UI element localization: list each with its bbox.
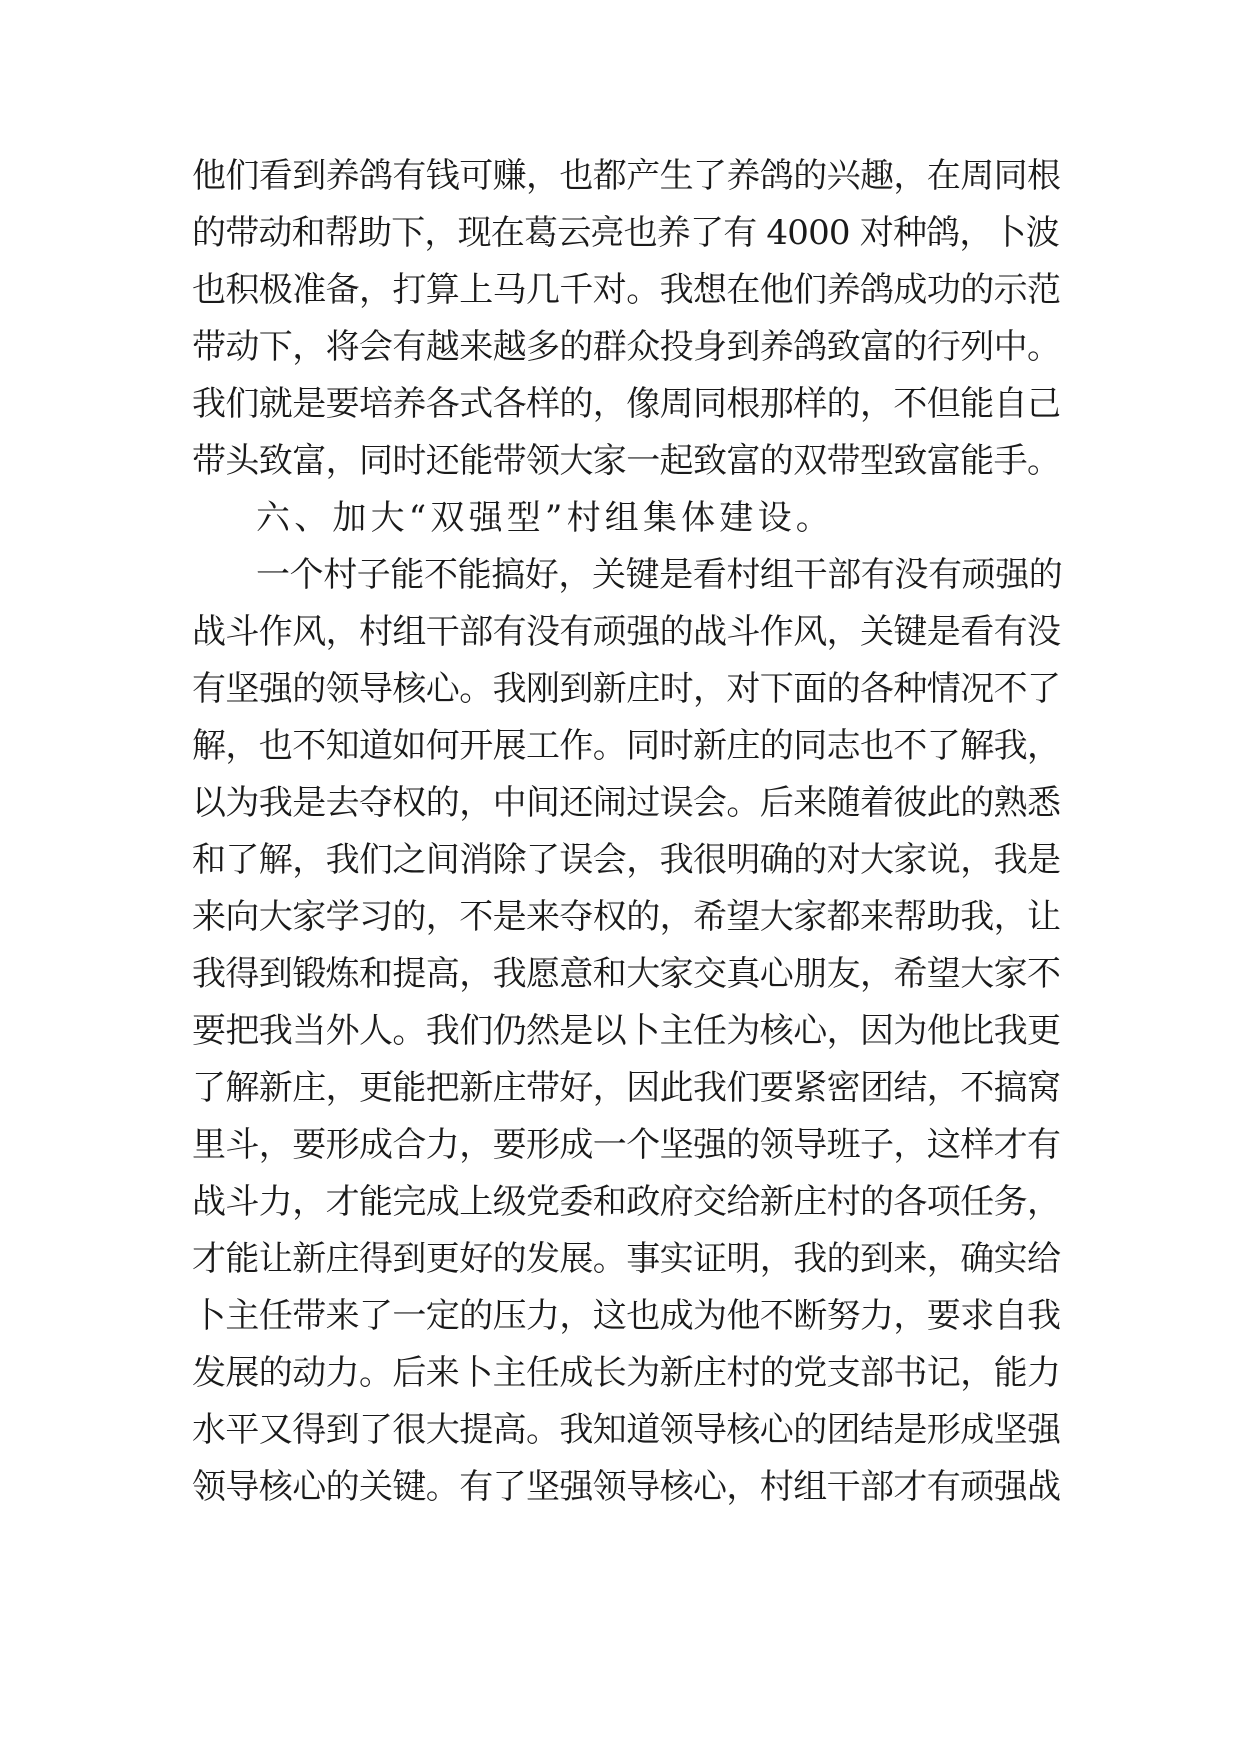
text-line: 战斗力，才能完成上级党委和政府交给新庄村的各项任务，	[192, 1182, 1061, 1222]
text-line: 带头致富，同时还能带领大家一起致富的双带型致富能手。	[192, 441, 1061, 481]
text-line: 也积极准备，打算上马几千对。我想在他们养鸽成功的示范	[192, 270, 1061, 310]
text-line: 才能让新庄得到更好的发展。事实证明，我的到来，确实给	[192, 1239, 1061, 1279]
text-line: 领导核心的关键。有了坚强领导核心，村组干部才有顽强战	[192, 1467, 1061, 1507]
text-line: 一个村子能不能搞好，关键是看村组干部有没有顽强的	[256, 555, 1063, 595]
text-line: 的带动和帮助下，现在葛云亮也养了有 4000 对种鸽，卜波	[192, 213, 1059, 253]
text-line: 来向大家学习的，不是来夺权的，希望大家都来帮助我，让	[192, 897, 1061, 937]
text-line: 我得到锻炼和提高，我愿意和大家交真心朋友，希望大家不	[192, 954, 1061, 994]
text-line: 和了解，我们之间消除了误会，我很明确的对大家说，我是	[192, 840, 1061, 880]
text-line: 卜主任带来了一定的压力，这也成为他不断努力，要求自我	[192, 1296, 1061, 1336]
text-line: 解，也不知道如何开展工作。同时新庄的同志也不了解我，	[192, 726, 1061, 766]
text-line: 我们就是要培养各式各样的，像周同根那样的，不但能自己	[192, 384, 1061, 424]
text-line: 要把我当外人。我们仍然是以卜主任为核心，因为他比我更	[192, 1011, 1061, 1051]
text-line: 带动下，将会有越来越多的群众投身到养鸽致富的行列中。	[192, 327, 1061, 367]
text-line: 发展的动力。后来卜主任成长为新庄村的党支部书记，能力	[192, 1353, 1061, 1393]
section-heading: 六、加大“双强型”村组集体建设。	[256, 498, 834, 538]
text-line: 战斗作风，村组干部有没有顽强的战斗作风，关键是看有没	[192, 612, 1061, 652]
text-line: 了解新庄，更能把新庄带好，因此我们要紧密团结，不搞窝	[192, 1068, 1061, 1108]
text-line: 水平又得到了很大提高。我知道领导核心的团结是形成坚强	[192, 1410, 1061, 1450]
text-line: 以为我是去夺权的，中间还闹过误会。后来随着彼此的熟悉	[192, 783, 1061, 823]
text-line: 他们看到养鸽有钱可赚，也都产生了养鸽的兴趣，在周同根	[192, 156, 1061, 196]
text-line: 里斗，要形成合力，要形成一个坚强的领导班子，这样才有	[192, 1125, 1061, 1165]
text-line: 有坚强的领导核心。我刚到新庄时，对下面的各种情况不了	[192, 669, 1061, 709]
